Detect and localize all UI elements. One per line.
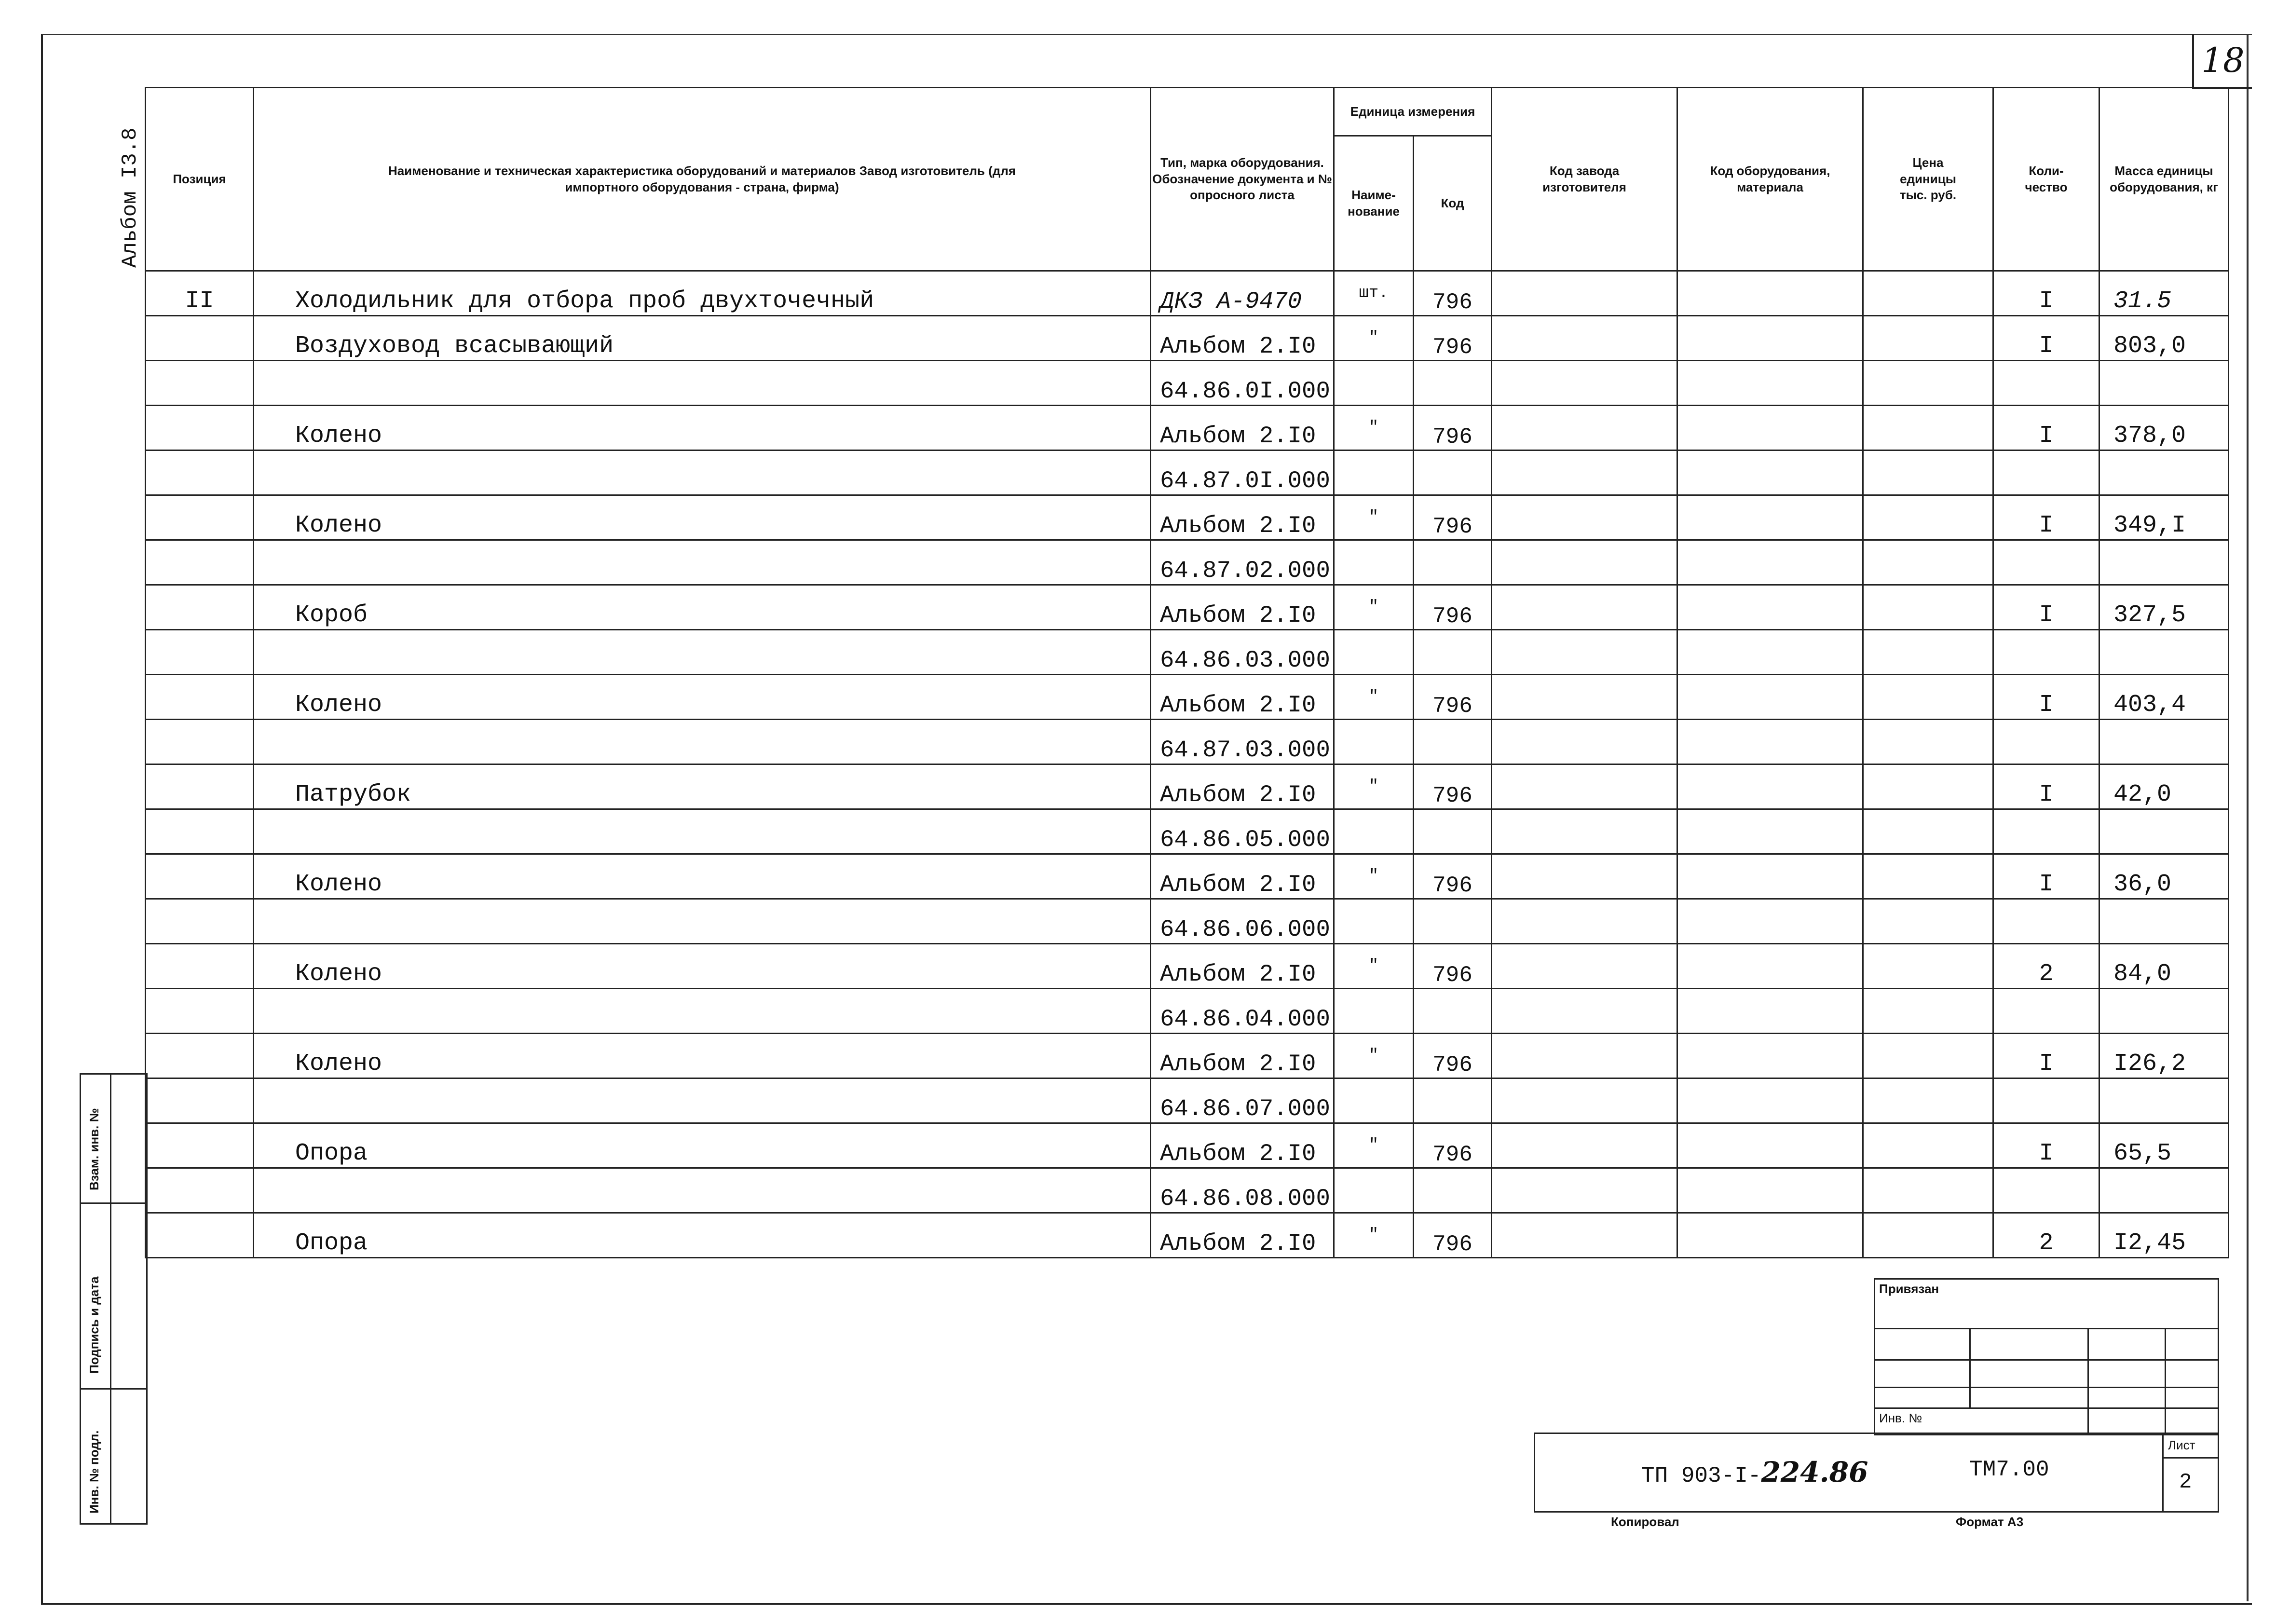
row-position <box>146 406 254 450</box>
row-factory-code <box>1492 1213 1677 1258</box>
row-unit-name <box>1334 1168 1414 1213</box>
row-price <box>1863 406 1993 450</box>
row-factory-code <box>1492 899 1677 944</box>
row-name: Колено <box>254 495 1151 540</box>
row-unit-name <box>1334 450 1414 495</box>
row-name <box>254 809 1151 854</box>
row-unit-code: 796 <box>1414 1123 1492 1168</box>
row-mass <box>2099 361 2229 406</box>
row-mass: 36,0 <box>2099 854 2229 899</box>
row-unit-name: " <box>1334 585 1414 630</box>
sheet-value: 2 <box>2179 1470 2192 1494</box>
row-unit-name <box>1334 899 1414 944</box>
row-factory-code <box>1492 316 1677 361</box>
row-unit-name: " <box>1334 1123 1414 1168</box>
row-mass: 31.5 <box>2099 271 2229 316</box>
row-factory-code <box>1492 406 1677 450</box>
row-mass: 349,I <box>2099 495 2229 540</box>
row-unit-code: 796 <box>1414 1213 1492 1258</box>
row-type-mark: Альбом 2.I0 <box>1151 585 1334 630</box>
row-quantity: 2 <box>1993 944 2099 989</box>
album-label: Альбом I3.8 <box>118 127 142 268</box>
table-row <box>146 1078 2229 1123</box>
row-mass: 803,0 <box>2099 316 2229 361</box>
row-position <box>146 854 254 899</box>
row-factory-code <box>1492 764 1677 809</box>
row-unit-name <box>1334 361 1414 406</box>
row-name <box>254 450 1151 495</box>
table-row <box>146 720 2229 764</box>
row-type-mark: 64.87.03.000 <box>1151 720 1334 764</box>
row-unit-name: " <box>1334 675 1414 720</box>
table-row <box>146 316 2229 361</box>
row-name <box>254 720 1151 764</box>
row-name: Холодильник для отбора проб двухточечный <box>254 271 1151 316</box>
table-row <box>146 495 2229 540</box>
row-unit-name: " <box>1334 406 1414 450</box>
row-type-mark: Альбом 2.I0 <box>1151 1034 1334 1078</box>
row-quantity <box>1993 1078 2099 1123</box>
side-stamp-podpis: Подпись и дата <box>87 1276 101 1374</box>
binding-block <box>1874 1278 2219 1435</box>
row-name: Опора <box>254 1123 1151 1168</box>
row-type-mark: Альбом 2.I0 <box>1151 854 1334 899</box>
row-unit-code <box>1414 1078 1492 1123</box>
row-factory-code <box>1492 540 1677 585</box>
row-quantity <box>1993 450 2099 495</box>
table-row <box>146 764 2229 809</box>
row-price <box>1863 1034 1993 1078</box>
header-factory-code: Код завода изготовителя <box>1492 88 1677 271</box>
row-unit-name: " <box>1334 854 1414 899</box>
row-name <box>254 630 1151 675</box>
row-unit-code: 796 <box>1414 675 1492 720</box>
row-mass: 42,0 <box>2099 764 2229 809</box>
row-unit-code: 796 <box>1414 1034 1492 1078</box>
row-factory-code <box>1492 989 1677 1034</box>
row-name: Опора <box>254 1213 1151 1258</box>
row-unit-name <box>1334 630 1414 675</box>
row-unit-code <box>1414 1168 1492 1213</box>
row-type-mark: 64.86.08.000 <box>1151 1168 1334 1213</box>
row-factory-code <box>1492 361 1677 406</box>
row-price <box>1863 809 1993 854</box>
row-price <box>1863 540 1993 585</box>
header-quantity: Коли-чество <box>1993 88 2099 271</box>
row-position <box>146 720 254 764</box>
row-mass <box>2099 630 2229 675</box>
row-factory-code <box>1492 630 1677 675</box>
row-price <box>1863 1078 1993 1123</box>
side-stamp-inv-podl: Инв. № подл. <box>87 1430 101 1514</box>
row-factory-code <box>1492 585 1677 630</box>
row-factory-code <box>1492 1078 1677 1123</box>
row-mass: 327,5 <box>2099 585 2229 630</box>
row-price <box>1863 720 1993 764</box>
row-unit-name: шт. <box>1334 271 1414 316</box>
table-row <box>146 361 2229 406</box>
row-position <box>146 1168 254 1213</box>
table-row <box>146 1123 2229 1168</box>
row-name <box>254 540 1151 585</box>
row-unit-code <box>1414 899 1492 944</box>
row-unit-code <box>1414 450 1492 495</box>
table-row <box>146 809 2229 854</box>
row-quantity: I <box>1993 764 2099 809</box>
table-row <box>146 1168 2229 1213</box>
row-name <box>254 1168 1151 1213</box>
row-type-mark: Альбом 2.I0 <box>1151 1123 1334 1168</box>
header-price: Цена единицы тыс. руб. <box>1863 88 1993 271</box>
row-quantity: I <box>1993 271 2099 316</box>
row-position <box>146 1123 254 1168</box>
row-equipment-code <box>1677 1213 1863 1258</box>
row-type-mark: Альбом 2.I0 <box>1151 495 1334 540</box>
row-equipment-code <box>1677 361 1863 406</box>
row-position <box>146 540 254 585</box>
row-position <box>146 1078 254 1123</box>
row-position <box>146 1034 254 1078</box>
row-unit-code <box>1414 630 1492 675</box>
row-factory-code <box>1492 854 1677 899</box>
row-mass <box>2099 1078 2229 1123</box>
row-factory-code <box>1492 495 1677 540</box>
row-position <box>146 361 254 406</box>
row-quantity: I <box>1993 585 2099 630</box>
row-unit-name: " <box>1334 1213 1414 1258</box>
row-equipment-code <box>1677 630 1863 675</box>
table-row <box>146 540 2229 585</box>
specification-table <box>145 87 2229 1258</box>
row-unit-code: 796 <box>1414 406 1492 450</box>
table-row <box>146 271 2229 316</box>
row-quantity: I <box>1993 675 2099 720</box>
doc-mark: ТМ7.00 <box>1969 1457 2049 1482</box>
row-equipment-code <box>1677 1078 1863 1123</box>
row-mass <box>2099 899 2229 944</box>
row-equipment-code <box>1677 720 1863 764</box>
row-position <box>146 764 254 809</box>
table-row <box>146 1213 2229 1258</box>
row-name: Колено <box>254 944 1151 989</box>
row-quantity: I <box>1993 854 2099 899</box>
row-equipment-code <box>1677 495 1863 540</box>
row-factory-code <box>1492 809 1677 854</box>
row-unit-code <box>1414 809 1492 854</box>
row-position <box>146 989 254 1034</box>
row-type-mark: Альбом 2.I0 <box>1151 406 1334 450</box>
row-unit-name: " <box>1334 1034 1414 1078</box>
table-row <box>146 450 2229 495</box>
header-equipment-code: Код оборудования, материала <box>1677 88 1863 271</box>
row-unit-code: 796 <box>1414 585 1492 630</box>
row-mass <box>2099 540 2229 585</box>
row-name: Колено <box>254 1034 1151 1078</box>
row-mass: 84,0 <box>2099 944 2229 989</box>
row-position <box>146 1213 254 1258</box>
binding-inv-no: Инв. № <box>1879 1411 1922 1425</box>
row-price <box>1863 585 1993 630</box>
row-unit-code <box>1414 361 1492 406</box>
doc-code <box>1641 1456 1868 1488</box>
row-type-mark: 64.86.05.000 <box>1151 809 1334 854</box>
row-quantity <box>1993 989 2099 1034</box>
row-unit-name <box>1334 540 1414 585</box>
doc-code-prefix: ТП 903-I- <box>1641 1463 1761 1488</box>
row-price <box>1863 271 1993 316</box>
row-unit-code: 796 <box>1414 944 1492 989</box>
row-price <box>1863 899 1993 944</box>
row-position <box>146 495 254 540</box>
row-quantity: I <box>1993 406 2099 450</box>
row-position <box>146 316 254 361</box>
row-price <box>1863 450 1993 495</box>
row-equipment-code <box>1677 809 1863 854</box>
row-mass <box>2099 809 2229 854</box>
header-unit-group: Единица измерения <box>1334 88 1492 136</box>
title-block <box>1534 1433 2219 1513</box>
table-row <box>146 630 2229 675</box>
row-price <box>1863 989 1993 1034</box>
row-type-mark: Альбом 2.I0 <box>1151 764 1334 809</box>
row-name <box>254 989 1151 1034</box>
footer-copied: Копировал <box>1611 1515 1679 1529</box>
row-factory-code <box>1492 1034 1677 1078</box>
header-unit-name: Наиме-нование <box>1334 136 1414 271</box>
row-unit-name <box>1334 989 1414 1034</box>
row-factory-code <box>1492 450 1677 495</box>
row-quantity <box>1993 809 2099 854</box>
table-row <box>146 406 2229 450</box>
row-position <box>146 899 254 944</box>
row-equipment-code <box>1677 1168 1863 1213</box>
row-price <box>1863 1213 1993 1258</box>
row-price <box>1863 316 1993 361</box>
row-mass <box>2099 989 2229 1034</box>
header-unit-code: Код <box>1414 136 1492 271</box>
row-mass <box>2099 1168 2229 1213</box>
row-type-mark: 64.87.0I.000 <box>1151 450 1334 495</box>
row-position <box>146 809 254 854</box>
row-quantity: I <box>1993 316 2099 361</box>
row-price <box>1863 675 1993 720</box>
row-unit-code: 796 <box>1414 316 1492 361</box>
row-price <box>1863 495 1993 540</box>
row-equipment-code <box>1677 1034 1863 1078</box>
side-stamp-vzam: Взам. инв. № <box>87 1108 101 1190</box>
row-equipment-code <box>1677 316 1863 361</box>
row-unit-name: " <box>1334 495 1414 540</box>
sheet-number: 18 <box>2201 41 2245 80</box>
table-row <box>146 989 2229 1034</box>
row-quantity <box>1993 720 2099 764</box>
row-equipment-code <box>1677 540 1863 585</box>
row-unit-code: 796 <box>1414 764 1492 809</box>
table-body <box>146 271 2229 1258</box>
row-position <box>146 944 254 989</box>
row-unit-code <box>1414 720 1492 764</box>
row-position <box>146 585 254 630</box>
frame-right-edge <box>2247 34 2249 1601</box>
row-equipment-code <box>1677 271 1863 316</box>
row-unit-code: 796 <box>1414 271 1492 316</box>
row-name: Колено <box>254 854 1151 899</box>
row-position <box>146 450 254 495</box>
row-price <box>1863 764 1993 809</box>
row-name <box>254 899 1151 944</box>
row-quantity <box>1993 540 2099 585</box>
side-stamp <box>80 1073 148 1525</box>
row-unit-code: 796 <box>1414 495 1492 540</box>
row-factory-code <box>1492 1123 1677 1168</box>
row-quantity <box>1993 630 2099 675</box>
row-unit-code <box>1414 989 1492 1034</box>
row-mass: 65,5 <box>2099 1123 2229 1168</box>
row-equipment-code <box>1677 899 1863 944</box>
row-equipment-code <box>1677 1123 1863 1168</box>
row-type-mark: 64.87.02.000 <box>1151 540 1334 585</box>
table-row <box>146 854 2229 899</box>
row-mass <box>2099 720 2229 764</box>
row-factory-code <box>1492 720 1677 764</box>
row-equipment-code <box>1677 989 1863 1034</box>
row-name: Колено <box>254 675 1151 720</box>
row-mass: 378,0 <box>2099 406 2229 450</box>
row-type-mark: Альбом 2.I0 <box>1151 1213 1334 1258</box>
row-factory-code <box>1492 271 1677 316</box>
table-row <box>146 1034 2229 1078</box>
row-type-mark: 64.86.06.000 <box>1151 899 1334 944</box>
row-equipment-code <box>1677 585 1863 630</box>
doc-code-hand: 224.86 <box>1761 1456 1868 1488</box>
row-equipment-code <box>1677 854 1863 899</box>
row-quantity <box>1993 361 2099 406</box>
row-unit-name: " <box>1334 944 1414 989</box>
row-position: II <box>146 271 254 316</box>
row-name: Патрубок <box>254 764 1151 809</box>
row-quantity: I <box>1993 1123 2099 1168</box>
row-equipment-code <box>1677 450 1863 495</box>
row-equipment-code <box>1677 764 1863 809</box>
row-unit-code: 796 <box>1414 854 1492 899</box>
row-factory-code <box>1492 944 1677 989</box>
row-mass: 403,4 <box>2099 675 2229 720</box>
row-factory-code <box>1492 1168 1677 1213</box>
row-unit-name <box>1334 809 1414 854</box>
footer-format: Формат А3 <box>1956 1515 2024 1529</box>
row-quantity <box>1993 899 2099 944</box>
row-quantity: I <box>1993 495 2099 540</box>
row-quantity: 2 <box>1993 1213 2099 1258</box>
header-type-mark: Тип, марка оборудования. Обозначение документа и № опросного листа <box>1151 88 1334 271</box>
row-type-mark: 64.86.04.000 <box>1151 989 1334 1034</box>
sheet-number-box <box>2192 34 2252 89</box>
row-price <box>1863 1123 1993 1168</box>
row-equipment-code <box>1677 406 1863 450</box>
row-position <box>146 675 254 720</box>
row-name <box>254 1078 1151 1123</box>
row-type-mark: Альбом 2.I0 <box>1151 675 1334 720</box>
row-unit-name: " <box>1334 316 1414 361</box>
row-type-mark: Альбом 2.I0 <box>1151 316 1334 361</box>
binding-title: Привязан <box>1879 1282 1939 1296</box>
row-price <box>1863 630 1993 675</box>
row-name <box>254 361 1151 406</box>
row-price <box>1863 1168 1993 1213</box>
row-type-mark: 64.86.07.000 <box>1151 1078 1334 1123</box>
row-price <box>1863 854 1993 899</box>
row-type-mark: 64.86.0I.000 <box>1151 361 1334 406</box>
row-unit-code <box>1414 540 1492 585</box>
row-mass <box>2099 450 2229 495</box>
table-row <box>146 585 2229 630</box>
row-equipment-code <box>1677 675 1863 720</box>
row-mass: I2,45 <box>2099 1213 2229 1258</box>
row-equipment-code <box>1677 944 1863 989</box>
row-factory-code <box>1492 675 1677 720</box>
row-unit-name: " <box>1334 764 1414 809</box>
row-position <box>146 630 254 675</box>
row-unit-name <box>1334 720 1414 764</box>
row-price <box>1863 944 1993 989</box>
table-row <box>146 944 2229 989</box>
row-name: Колено <box>254 406 1151 450</box>
row-type-mark: ДКЗ А-9470 <box>1151 271 1334 316</box>
row-quantity <box>1993 1168 2099 1213</box>
row-name: Воздуховод всасывающий <box>254 316 1151 361</box>
table-row <box>146 899 2229 944</box>
table-row <box>146 675 2229 720</box>
row-quantity: I <box>1993 1034 2099 1078</box>
header-name: Наименование и техническая характеристика оборудований и материалов Завод изготовитель (для импортного оборудования - страна, фирма) <box>254 88 1151 271</box>
row-price <box>1863 361 1993 406</box>
sheet-label: Лист <box>2168 1438 2195 1452</box>
row-mass: I26,2 <box>2099 1034 2229 1078</box>
row-type-mark: Альбом 2.I0 <box>1151 944 1334 989</box>
row-name: Короб <box>254 585 1151 630</box>
row-type-mark: 64.86.03.000 <box>1151 630 1334 675</box>
header-position: Позиция <box>146 88 254 271</box>
header-mass: Масса единицы оборудования, кг <box>2099 88 2229 271</box>
row-unit-name <box>1334 1078 1414 1123</box>
